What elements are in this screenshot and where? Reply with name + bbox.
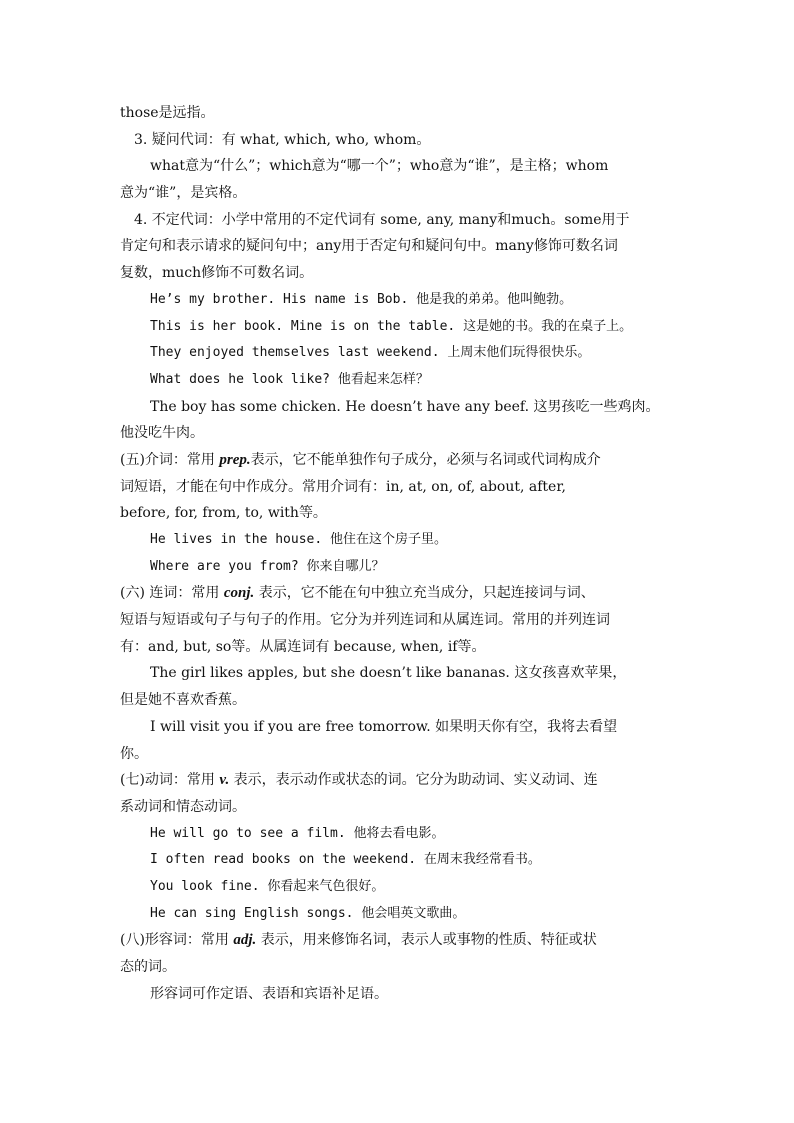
heading-verbs [120, 767, 675, 794]
heading-text: 表示，表示动作或状态的词。它分为助动词、实义动词、连 [229, 772, 598, 789]
abbreviation-prep: prep. [219, 451, 251, 468]
example-sentence: Where are you from? 你来自哪儿？ [150, 558, 385, 574]
heading-text: 表示，它不能单独作句子成分，必须与名词或代词构成介 [250, 451, 601, 468]
document-body [120, 100, 675, 1007]
text-line: 意为“谁”，是宾格。 [120, 185, 247, 202]
text-line: 系动词和情态动词。 [120, 798, 246, 815]
abbreviation-v: v. [219, 772, 230, 789]
example-sentence: The girl likes apples, but she doesn’t like bananas. 这女孩喜欢苹果， [150, 665, 627, 682]
text-line: 你。 [120, 745, 148, 762]
text-line: 形容词可作定语、表语和宾语补足语。 [150, 985, 388, 1002]
example-sentence: I will visit you if you are free tomorrow. 如果明天你有空，我将去看望 [150, 718, 618, 735]
example-sentence: He will go to see a film. 他将去看电影。 [150, 825, 445, 841]
text-line: what意为“什么”；which意为“哪一个”；who意为“谁”，是主格；whom [150, 158, 609, 175]
heading-text: 表示，用来修饰名词，表示人或事物的性质、特征或状 [256, 932, 597, 949]
abbreviation-conj: conj. [223, 585, 255, 602]
text-line: 词短语，才能在句中作成分。常用介词有：in, at, on, of, about, after, [120, 478, 566, 495]
example-sentence: He lives in the house. 他住在这个房子里。 [150, 532, 448, 547]
text-line: 但是她不喜欢香蕉。 [120, 692, 246, 709]
text-line: those是远指。 [120, 105, 215, 121]
example-sentence: The boy has some chicken. He doesn’t have any beef. 这男孩吃一些鸡肉。 [150, 398, 660, 415]
text-line: 态的词。 [120, 959, 176, 975]
abbreviation-adj: adj. [233, 932, 257, 949]
text-line: 短语与短语或句子与句子的作用。它分为并列连词和从属连词。常用的并列连词 [120, 612, 610, 629]
text-line: before, for, from, to, with等。 [120, 505, 327, 522]
heading-prepositions [120, 447, 675, 474]
example-sentence: I often read books on the weekend. 在周末我经常看书。 [150, 852, 541, 868]
heading-interrogative-pronouns: 3. 疑问代词：有 what, which, who, whom。 [134, 131, 431, 148]
example-sentence: They enjoyed themselves last weekend. 上周末他们玩得很快乐。 [150, 345, 591, 361]
heading-text: 表示，它不能在句中独立充当成分，只起连接词与词、 [254, 585, 595, 602]
example-sentence: What does he look like? 他看起来怎样？ [150, 371, 429, 387]
example-sentence: He’s my brother. His name is Bob. 他是我的弟弟。他叫鲍勃。 [150, 291, 573, 307]
heading-text: (五)介词：常用 [120, 451, 220, 468]
heading-conjunctions [120, 580, 675, 607]
example-sentence: This is her book. Mine is on the table. 这是她的书。我的在桌子上。 [150, 318, 633, 334]
heading-text: (七)动词：常用 [120, 772, 220, 789]
heading-text: (六) 连词：常用 [120, 585, 224, 602]
example-sentence: You look fine. 你看起来气色很好。 [150, 878, 385, 894]
text-line: 肯定句和表示请求的疑问句中；any用于否定句和疑问句中。many修饰可数名词 [120, 238, 618, 255]
text-line: 他没吃牛肉。 [120, 425, 204, 442]
heading-text: (八)形容词：常用 [120, 932, 234, 949]
text-line: 复数，much修饰不可数名词。 [120, 265, 314, 282]
text-line: 有：and, but, so等。从属连词有 because, when, if等。 [120, 638, 486, 655]
heading-adjectives [120, 927, 675, 954]
heading-indefinite-pronouns: 4. 不定代词：小学中常用的不定代词有 some, any, many和much。some用于 [134, 211, 630, 228]
example-sentence: He can sing English songs. 他会唱英文歌曲。 [150, 905, 466, 921]
